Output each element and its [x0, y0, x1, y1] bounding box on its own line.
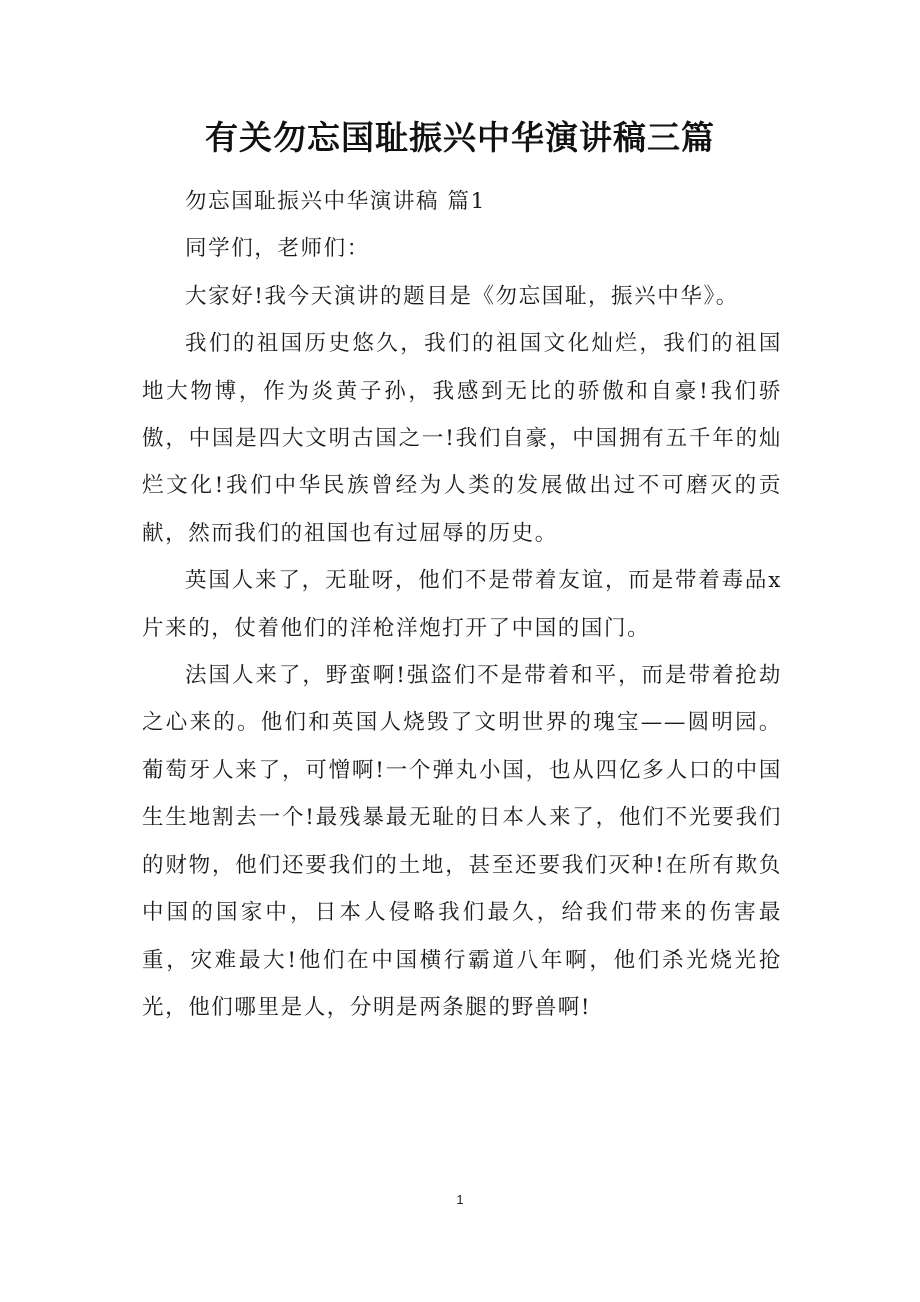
document-body: [142, 178, 782, 1031]
body-paragraph: 法国人来了，野蛮啊!强盗们不是带着和平，而是带着抢劫之心来的。他们和英国人烧毁了文明世界的瑰宝——圆明园。 葡萄牙人来了，可憎啊!一个弹丸小国，也从四亿多人口的中国生生地割去一个!最残暴最无耻的日本人来了，他们不光要我们的财物，他们还要我们的土地，甚至还要我们灭种!在所有欺负中国的国家中，日本人侵略我们最久，给我们带来的伤害最重，灾难最大!他们在中国横行霸道八年啊，他们杀光烧光抢光，他们哪里是人，分明是两条腿的野兽啊!: [142, 663, 782, 1020]
body-paragraph: 我们的祖国历史悠久，我们的祖国文化灿烂，我们的祖国地大物博，作为炎黄子孙，我感到无比的骄傲和自豪!我们骄傲，中国是四大文明古国之一!我们自豪，中国拥有五千年的灿烂文化!我们中华民族曾经为人类的发展做出过不可磨灭的贡献，然而我们的祖国也有过屈辱的历史。: [142, 331, 782, 546]
section-heading: 勿忘国耻振兴中华演讲稿 篇1: [185, 189, 486, 214]
salutation: 同学们，老师们：: [185, 236, 370, 262]
body-paragraph: 英国人来了，无耻呀，他们不是带着友谊，而是带着毒品x片来的，仗着他们的洋枪洋炮打开了中国的国门。: [142, 568, 782, 641]
greeting-paragraph: 大家好!我今天演讲的题目是《勿忘国耻，振兴中华》。: [185, 283, 739, 309]
page-number: 1: [456, 1192, 464, 1207]
document-title: 有关勿忘国耻振兴中华演讲稿三篇: [205, 118, 715, 157]
